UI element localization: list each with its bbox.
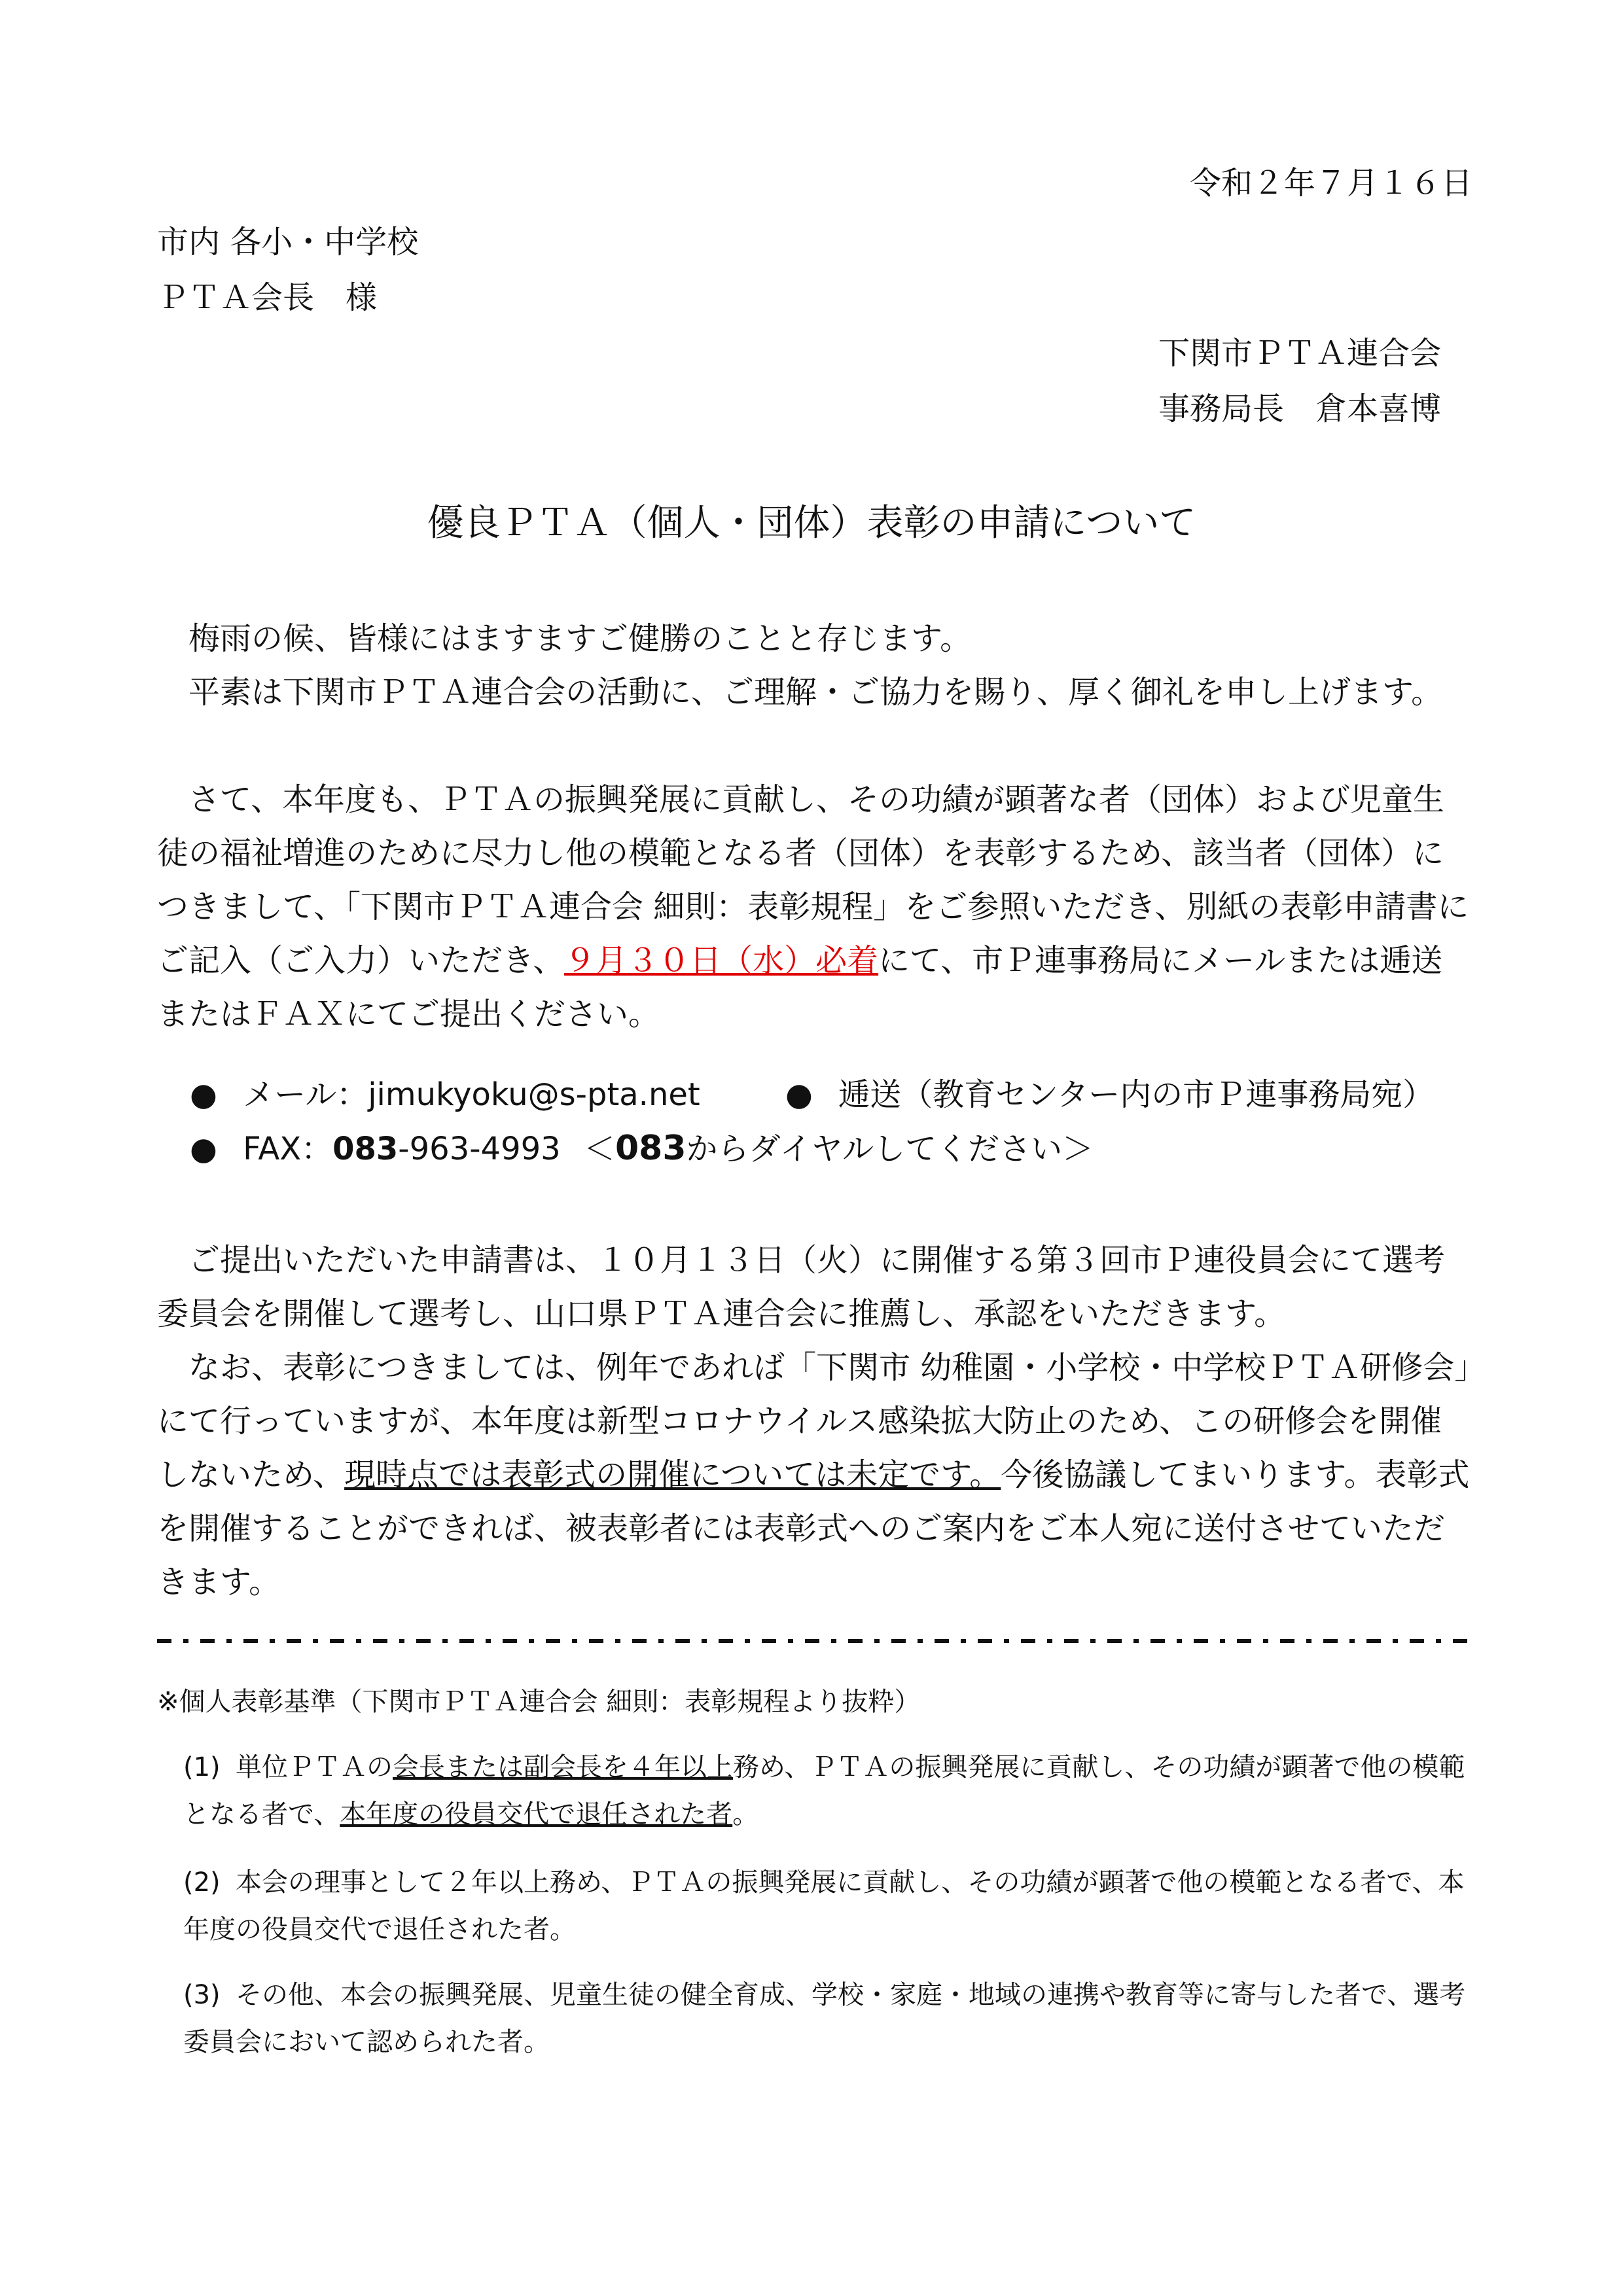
bullet-icon: ● — [190, 1131, 217, 1167]
greeting-paragraph: 梅雨の候、皆様にはますますご健勝のことと存じます。 — [188, 620, 972, 657]
criteria-item-text: その他、本会の振興発展、児童生徒の健全育成、学校・家庭・地域の連携や教育等に寄与した者で、選考委員会において認められた者。 — [183, 1980, 1466, 2057]
request-text-end: にて、市Ｐ連事務局にメールまたは逓送またはＦＡＸにてご提出ください。 — [157, 942, 1443, 1033]
criteria-item-1 — [183, 1744, 1472, 1838]
fax-prefix: 083 — [332, 1131, 399, 1167]
fax-note-text: からダイヤルしてください＞ — [686, 1131, 1094, 1167]
criteria-item-text: 本会の理事として２年以上務め、ＰＴＡの振興発展に貢献し、その功績が顕著で他の模範となる者で、本年度の役員交代で退任された者。 — [183, 1867, 1465, 1945]
criteria-item-text: 務め、ＰＴＡの振興発展に貢献し、その功績が顕著で他の模範となる者で、 — [183, 1752, 1465, 1829]
thanks-paragraph: 平素は下関市ＰＴＡ連合会の活動に、ご理解・ご協力を賜り、厚く御礼を申し上げます。 — [188, 674, 1443, 711]
contact-courier — [785, 1075, 1434, 1114]
ceremony-text-end: 今後協議してまいります。表彰式を開催することができれば、被表彰者には表彰式へのご案内をご本人宛に送付させていただきます。 — [157, 1457, 1470, 1600]
criteria-item-2 — [183, 1859, 1472, 1953]
contact-fax — [190, 1129, 1094, 1169]
document-date: 令和２年７月１６日 — [1189, 165, 1472, 202]
sender-org: 下関市ＰＴＡ連合会 — [1158, 335, 1442, 372]
contact-mail — [190, 1075, 700, 1114]
contact-courier-text: 逓送（教育センター内の市Ｐ連事務局宛） — [838, 1076, 1435, 1113]
criteria-underlined-text: 会長または副会長を４年以上 — [393, 1752, 733, 1782]
ceremony-text: なお、表彰につきましては、例年であれば「下関市 幼稚園・小学校・中学校ＰＴＡ研修会」にて行っていますが、本年度は新型コロナウイルス感染拡大防止のため、この研修会を開催しないため、 — [157, 1349, 1471, 1493]
bullet-icon: ● — [190, 1076, 217, 1113]
recipient-line-2: ＰＴＡ会長 様 — [157, 279, 378, 316]
deadline-text: ９月３０日（水）必着 — [564, 942, 879, 979]
criteria-item-number: (2) — [183, 1867, 221, 1898]
ceremony-paragraph — [157, 1341, 1472, 1609]
recipient-line-1: 市内 各小・中学校 — [157, 224, 419, 260]
criteria-heading: ※個人表彰基準（下関市ＰＴＡ連合会 細則：表彰規程より抜粋） — [157, 1687, 921, 1717]
criteria-item-number: (1) — [183, 1752, 221, 1782]
page-title: 優良ＰＴＡ（個人・団体）表彰の申請について — [427, 502, 1196, 544]
contact-mail-text: メール：jimukyoku@s-pta.net — [243, 1076, 700, 1113]
request-text: さて、本年度も、ＰＴＡの振興発展に貢献し、その功績が顕著な者（団体）および児童生徒の福祉増進のために尽力し他の模範となる者（団体）を表彰するため、該当者（団体）につきまして、「下関市ＰＴＡ連合会 細則：表彰規程」をご参照いただき、別紙の表彰申請書にご記入（ご入力）いただき、 — [157, 781, 1469, 979]
ceremony-undecided-text: 現時点では表彰式の開催については未定です。 — [344, 1457, 1001, 1493]
criteria-item-3 — [183, 1971, 1472, 2066]
criteria-item-text: 単位ＰＴＡの — [236, 1752, 393, 1782]
selection-paragraph: ご提出いただいた申請書は、１０月１３日（火）に開催する第３回市Ｐ連役員会にて選考委員会を開催して選考し、山口県ＰＴＡ連合会に推薦し、承認をいただきます。 — [157, 1242, 1446, 1332]
sender-name: 事務局長 倉本喜博 — [1158, 391, 1442, 427]
fax-note-open: ＜ — [583, 1131, 615, 1167]
fax-label: FAX： — [243, 1131, 333, 1167]
criteria-underlined-text: 本年度の役員交代で退任された者 — [340, 1799, 733, 1829]
fax-note-prefix: 083 — [615, 1129, 687, 1168]
bullet-icon: ● — [785, 1076, 813, 1113]
request-paragraph — [157, 773, 1472, 1041]
dashed-divider — [157, 1639, 1472, 1643]
fax-number: -963-4993 — [398, 1131, 561, 1167]
criteria-item-text: 。 — [732, 1799, 759, 1829]
criteria-item-number: (3) — [183, 1980, 221, 2010]
